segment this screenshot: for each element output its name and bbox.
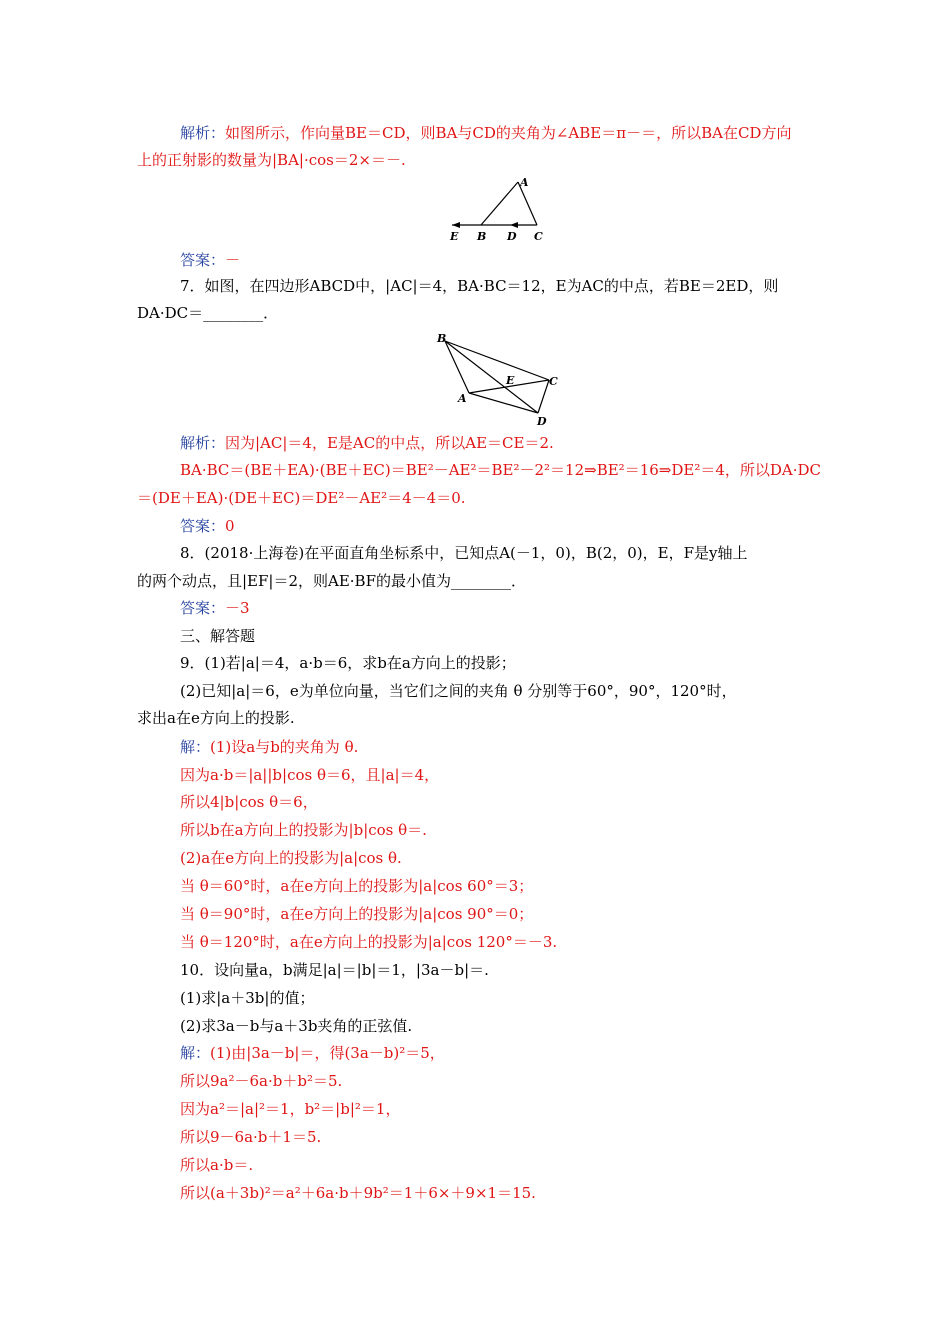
answer-label: 答案： bbox=[180, 599, 226, 617]
problem7-line2: DA·DC＝________． bbox=[137, 304, 279, 322]
label-e: E bbox=[506, 374, 515, 387]
problem6-solution-line2: 上的正射影的数量为|BA|·cos＝2×＝－. bbox=[137, 151, 406, 169]
label-e: E bbox=[450, 230, 459, 243]
section-heading: 三、解答题 bbox=[180, 627, 256, 645]
solution-label: 解析： bbox=[180, 124, 226, 142]
solution-text: 因为|AC|＝4，E是AC的中点，所以AE＝CE＝2. bbox=[225, 434, 554, 452]
problem9-solution-line4: 所以b在a方向上的投影为|b|cos θ＝. bbox=[180, 821, 427, 839]
label-c: C bbox=[534, 230, 543, 243]
problem10-solution-line4: 所以9－6a·b＋1＝5. bbox=[180, 1128, 322, 1146]
solution-text: (1)设a与b的夹角为 θ. bbox=[210, 738, 359, 756]
figure-triangle-abc bbox=[440, 172, 550, 246]
problem10-solution-line5: 所以a·b＝. bbox=[180, 1156, 254, 1174]
problem9-solution-line7: 当 θ＝90°时，a在e方向上的投影为|a|cos 90°＝0； bbox=[180, 905, 534, 923]
problem10-solution-line1 bbox=[180, 1043, 445, 1063]
problem9-line1: 9．(1)若|a|＝4，a·b＝6，求b在a方向上的投影； bbox=[180, 654, 516, 672]
label-d: D bbox=[507, 230, 517, 243]
problem9-solution-line2: 因为a·b＝|a||b|cos θ＝6，且|a|＝4， bbox=[180, 766, 440, 784]
label-a: A bbox=[520, 176, 529, 189]
problem7-answer bbox=[180, 516, 235, 536]
label-b: B bbox=[477, 230, 487, 243]
label-a: A bbox=[458, 392, 467, 405]
solution-text: (1)由|3a－b|＝，得(3a－b)²＝5， bbox=[210, 1044, 445, 1062]
solution-text: 如图所示，作向量BE＝CD，则BA与CD的夹角为∠ABE＝π－＝，所以BA在CD方向 bbox=[225, 124, 792, 142]
problem9-line2: (2)已知|a|＝6，e为单位向量，当它们之间的夹角 θ 分别等于60°，90°，120°时， bbox=[180, 682, 737, 700]
solution-label: 解： bbox=[180, 1044, 211, 1062]
problem7-solution-line3: ＝(DE＋EA)·(DE＋EC)＝DE²－AE²＝4－4＝0. bbox=[137, 489, 466, 507]
problem9-solution-line3: 所以4|b|cos θ＝6， bbox=[180, 793, 318, 811]
problem8-answer bbox=[180, 598, 250, 618]
label-b: B bbox=[437, 332, 447, 345]
problem9-solution-line6: 当 θ＝60°时，a在e方向上的投影为|a|cos 60°＝3； bbox=[180, 877, 534, 895]
answer-label: 答案： bbox=[180, 251, 226, 269]
problem7-solution-line2: BA·BC＝(BE＋EA)·(BE＋EC)＝BE²－AE²＝BE²－2²＝12⇒BE²＝16⇒DE²＝4，所以DA·DC bbox=[180, 461, 822, 479]
problem10-line3: (2)求3a－b与a＋3b夹角的正弦值. bbox=[180, 1017, 413, 1035]
problem9-solution-line8: 当 θ＝120°时，a在e方向上的投影为|a|cos 120°＝－3. bbox=[180, 933, 558, 951]
problem7-line1: 7．如图，在四边形ABCD中，|AC|＝4，BA·BC＝12，E为AC的中点，若BE＝2ED，则 bbox=[180, 277, 779, 295]
answer-value: 0 bbox=[225, 517, 235, 535]
problem8-line1: 8．(2018·上海卷)在平面直角坐标系中，已知点A(－1，0)，B(2，0)，E，F是y轴上 bbox=[180, 544, 748, 562]
label-d: D bbox=[537, 415, 547, 428]
problem10-solution-line2: 所以9a²－6a·b＋b²＝5. bbox=[180, 1072, 343, 1090]
solution-label: 解析： bbox=[180, 434, 226, 452]
problem9-solution-line1 bbox=[180, 737, 358, 757]
problem10-line1: 10．设向量a，b满足|a|＝|b|＝1，|3a－b|＝. bbox=[180, 961, 489, 979]
problem7-solution-line1 bbox=[180, 433, 554, 453]
problem9-line3: 求出a在e方向上的投影. bbox=[137, 709, 295, 727]
problem10-solution-line6: 所以(a＋3b)²＝a²＋6a·b＋9b²＝1＋6×＋9×1＝15. bbox=[180, 1184, 536, 1202]
problem9-solution-line5: (2)a在e方向上的投影为|a|cos θ. bbox=[180, 849, 402, 867]
answer-value: － bbox=[225, 251, 241, 269]
problem8-line2: 的两个动点，且|EF|＝2，则AE·BF的最小值为________． bbox=[137, 572, 526, 590]
problem10-solution-line3: 因为a²＝|a|²＝1，b²＝|b|²＝1， bbox=[180, 1100, 401, 1118]
answer-label: 答案： bbox=[180, 517, 226, 535]
problem6-solution-line1 bbox=[180, 123, 791, 143]
answer-value: －3 bbox=[225, 599, 250, 617]
problem6-answer bbox=[180, 250, 240, 270]
label-c: C bbox=[549, 375, 558, 388]
figure-quadrilateral-abcd bbox=[432, 330, 564, 428]
solution-label: 解： bbox=[180, 738, 211, 756]
problem10-line2: (1)求|a＋3b|的值； bbox=[180, 989, 315, 1007]
